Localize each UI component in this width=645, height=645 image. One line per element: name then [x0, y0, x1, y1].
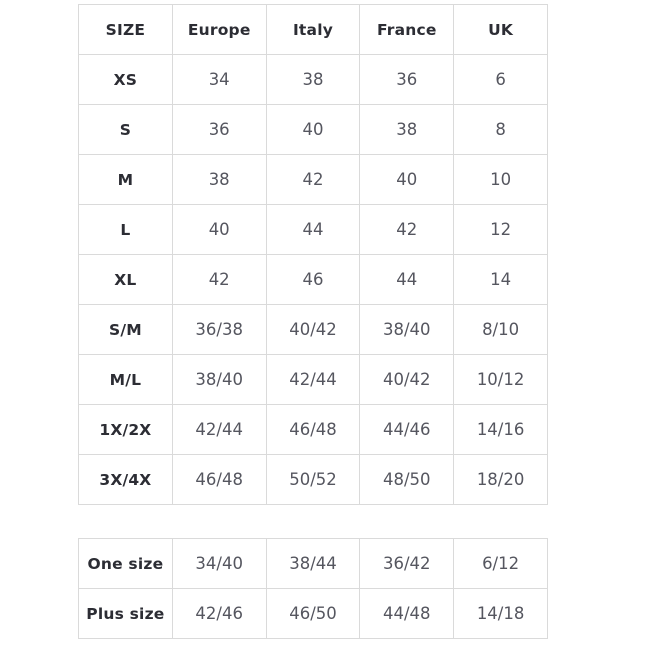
size-value-cell: 46 [266, 255, 360, 305]
table-row [79, 305, 548, 355]
row-label: L [79, 205, 173, 255]
size-value-cell: 14/18 [454, 589, 548, 639]
row-label: XS [79, 55, 173, 105]
size-value-cell: 6 [454, 55, 548, 105]
column-header: France [360, 5, 454, 55]
size-value-cell: 42/44 [172, 405, 266, 455]
size-value-cell: 44 [266, 205, 360, 255]
size-value-cell: 36 [360, 55, 454, 105]
size-value-cell: 36/42 [360, 539, 454, 589]
row-label: M [79, 155, 173, 205]
size-value-cell: 10/12 [454, 355, 548, 405]
row-label: 1X/2X [79, 405, 173, 455]
size-value-cell: 14 [454, 255, 548, 305]
size-value-cell: 44 [360, 255, 454, 305]
column-header: Italy [266, 5, 360, 55]
row-label: One size [79, 539, 173, 589]
size-conversion-table [78, 4, 548, 505]
special-table-body [79, 539, 548, 639]
column-header: UK [454, 5, 548, 55]
size-value-cell: 36 [172, 105, 266, 155]
table-row [79, 255, 548, 305]
size-value-cell: 50/52 [266, 455, 360, 505]
size-value-cell: 40 [360, 155, 454, 205]
row-label: 3X/4X [79, 455, 173, 505]
table-row [79, 405, 548, 455]
size-table-body [79, 55, 548, 505]
size-value-cell: 44/48 [360, 589, 454, 639]
size-value-cell: 38/40 [360, 305, 454, 355]
row-label: S/M [79, 305, 173, 355]
table-row [79, 455, 548, 505]
size-value-cell: 38/44 [266, 539, 360, 589]
size-value-cell: 34/40 [172, 539, 266, 589]
table-row [79, 155, 548, 205]
size-value-cell: 12 [454, 205, 548, 255]
size-value-cell: 10 [454, 155, 548, 205]
size-value-cell: 34 [172, 55, 266, 105]
size-value-cell: 6/12 [454, 539, 548, 589]
size-value-cell: 40/42 [266, 305, 360, 355]
table-row [79, 589, 548, 639]
size-value-cell: 48/50 [360, 455, 454, 505]
size-value-cell: 40/42 [360, 355, 454, 405]
table-row [79, 539, 548, 589]
table-row [79, 355, 548, 405]
row-label: XL [79, 255, 173, 305]
size-value-cell: 46/50 [266, 589, 360, 639]
size-value-cell: 42/44 [266, 355, 360, 405]
size-value-cell: 38 [172, 155, 266, 205]
size-value-cell: 36/38 [172, 305, 266, 355]
size-value-cell: 44/46 [360, 405, 454, 455]
size-value-cell: 18/20 [454, 455, 548, 505]
row-label: S [79, 105, 173, 155]
size-value-cell: 46/48 [266, 405, 360, 455]
size-value-cell: 40 [266, 105, 360, 155]
size-value-cell: 42/46 [172, 589, 266, 639]
row-label: M/L [79, 355, 173, 405]
size-value-cell: 42 [172, 255, 266, 305]
size-value-cell: 14/16 [454, 405, 548, 455]
size-value-cell: 46/48 [172, 455, 266, 505]
column-header: Europe [172, 5, 266, 55]
size-value-cell: 38 [360, 105, 454, 155]
size-table-header [79, 5, 548, 55]
size-value-cell: 38/40 [172, 355, 266, 405]
size-value-cell: 8 [454, 105, 548, 155]
size-value-cell: 8/10 [454, 305, 548, 355]
table-row [79, 55, 548, 105]
table-row [79, 105, 548, 155]
table-row [79, 205, 548, 255]
size-value-cell: 42 [360, 205, 454, 255]
special-sizes-table [78, 538, 548, 639]
size-value-cell: 38 [266, 55, 360, 105]
row-label: Plus size [79, 589, 173, 639]
column-header: SIZE [79, 5, 173, 55]
size-value-cell: 42 [266, 155, 360, 205]
header-row [79, 5, 548, 55]
size-value-cell: 40 [172, 205, 266, 255]
